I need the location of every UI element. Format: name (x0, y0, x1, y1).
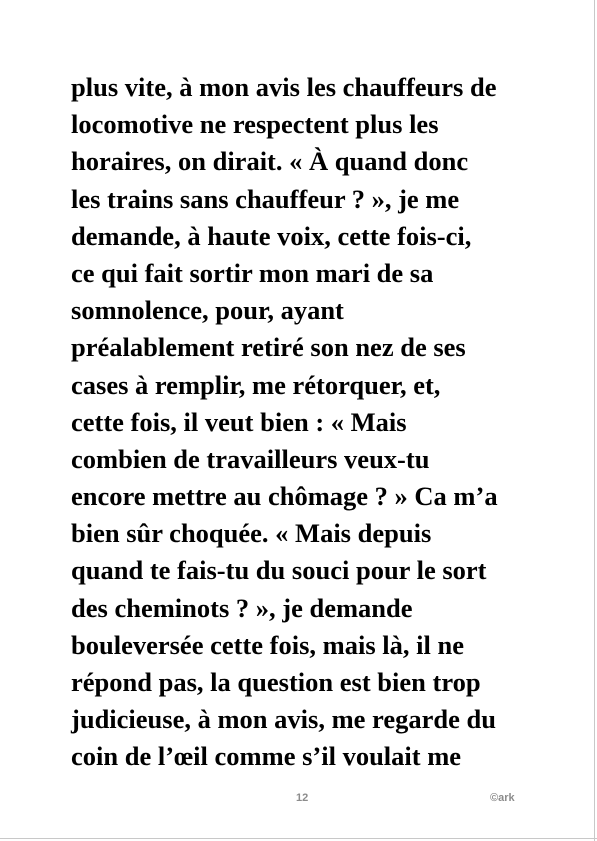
text-line-14: quand te fais-tu du souci pour le sort (71, 555, 487, 586)
text-line-7: somnolence, pour, ayant (71, 295, 344, 326)
text-line-5: demande, à haute voix, cette fois-ci, (71, 220, 472, 251)
page-number: 12 (296, 792, 309, 804)
text-line-19: coin de l’œil comme s’il voulait me (71, 741, 462, 772)
text-line-2: locomotive ne respectent plus les (71, 109, 439, 140)
body-text (71, 69, 541, 776)
text-line-8: préalablement retiré son nez de ses (71, 332, 466, 363)
copyright-mark: ©ark (490, 792, 515, 804)
text-line-17: répond pas, la question est bien trop (71, 667, 481, 697)
text-line-16: bouleversée cette fois, mais là, il ne (71, 629, 464, 660)
text-line-1: plus vite, à mon avis les chauffeurs de (71, 72, 497, 102)
text-line-13: bien sûr choquée. « Mais depuis (71, 518, 432, 549)
text-line-12: encore mettre au chômage ? » Ca m’a (71, 481, 498, 512)
text-line-3: horaires, on dirait. « À quand donc (71, 146, 469, 177)
text-line-10: cette fois, il veut bien : « Mais (71, 406, 407, 437)
text-line-9: cases à remplir, me rétorquer, et, (71, 369, 441, 400)
page-edge-bottom (0, 838, 597, 839)
text-line-15: des cheminots ? », je demande (71, 592, 413, 623)
text-line-4: les trains sans chauffeur ? », je me (71, 183, 460, 214)
text-line-18: judicieuse, à mon avis, me regarde du (71, 704, 496, 735)
page-edge-right (594, 0, 595, 841)
text-line-11: combien de travailleurs veux-tu (71, 443, 430, 474)
text-line-6: ce qui fait sortir mon mari de sa (71, 257, 434, 288)
